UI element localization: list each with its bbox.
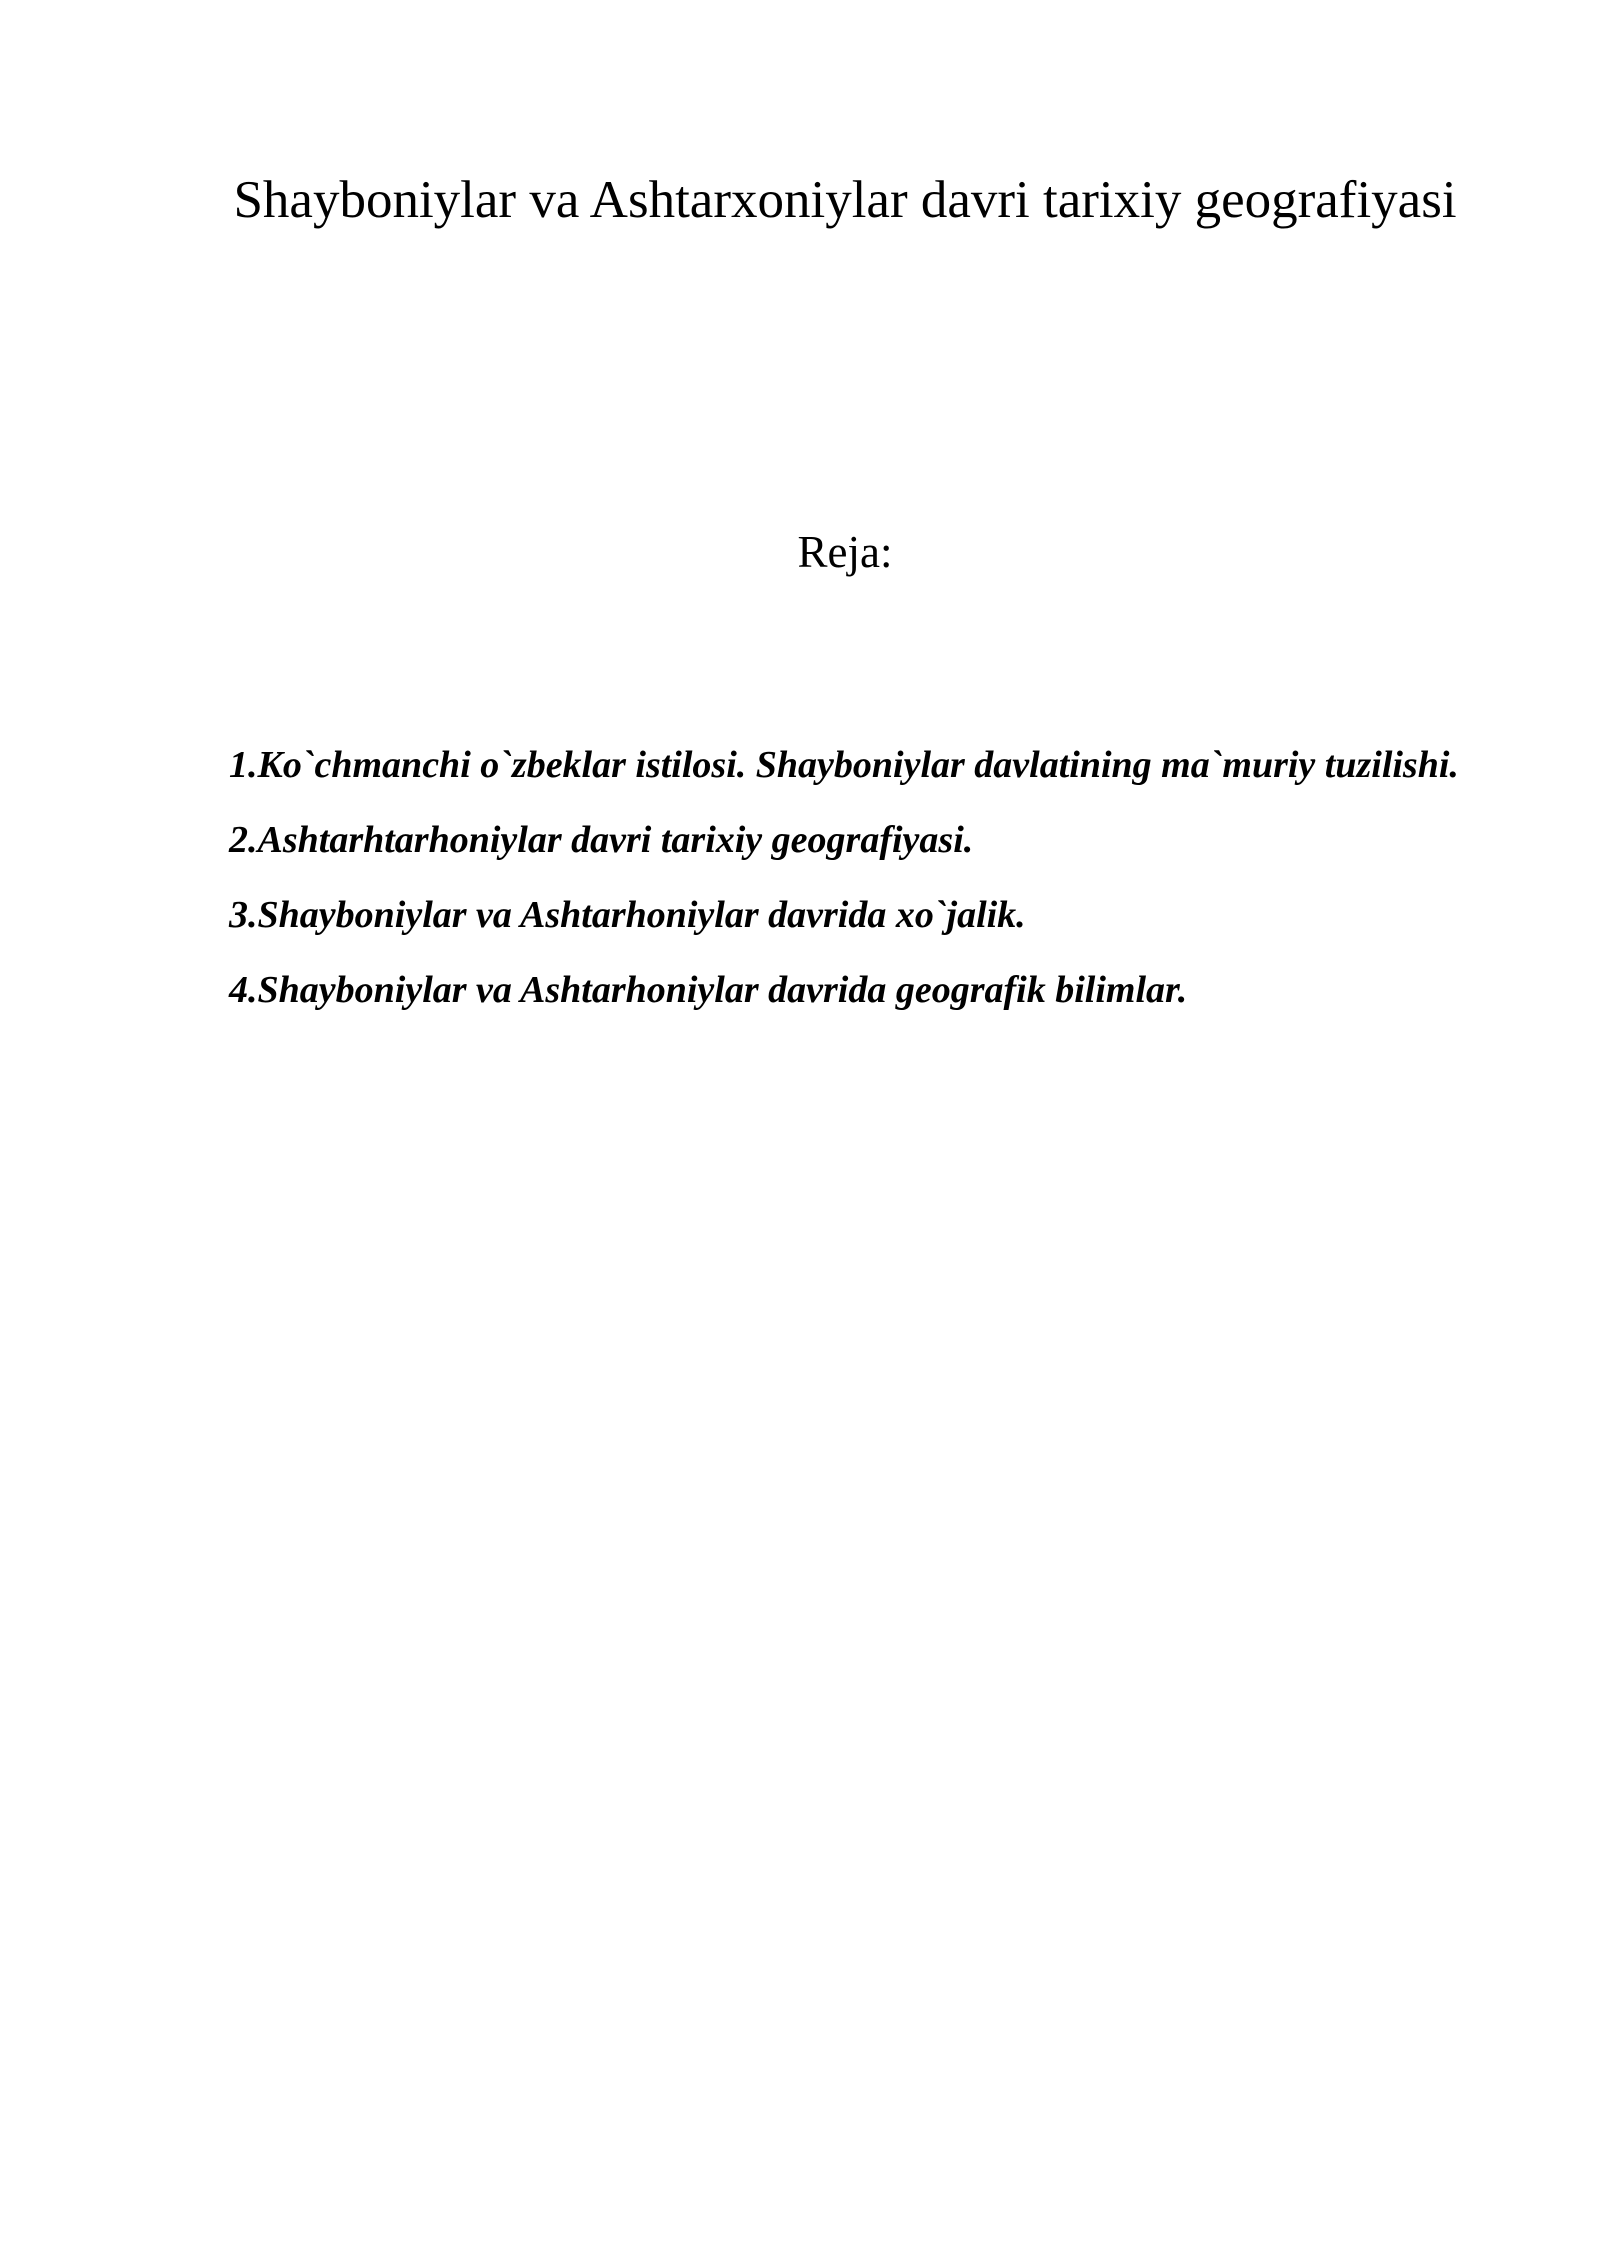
plan-item-3: 3.Shayboniylar va Ashtarhoniylar davrida xo`jalik. <box>229 894 1026 936</box>
plan-heading: Reja: <box>797 527 893 577</box>
plan-item-2: 2.Ashtarhtarhoniylar davri tarixiy geografiyasi. <box>229 819 974 861</box>
document-title: Shayboniylar va Ashtarxoniylar davri tarixiy geografiyasi <box>233 171 1457 229</box>
plan-item-1: 1.Ko`chmanchi o`zbeklar istilosi. Shayboniylar davlatining ma`muriy tuzilishi. <box>229 744 1459 786</box>
plan-list <box>229 728 1499 1028</box>
plan-item-4: 4.Shayboniylar va Ashtarhoniylar davrida geografik bilimlar. <box>229 969 1188 1011</box>
